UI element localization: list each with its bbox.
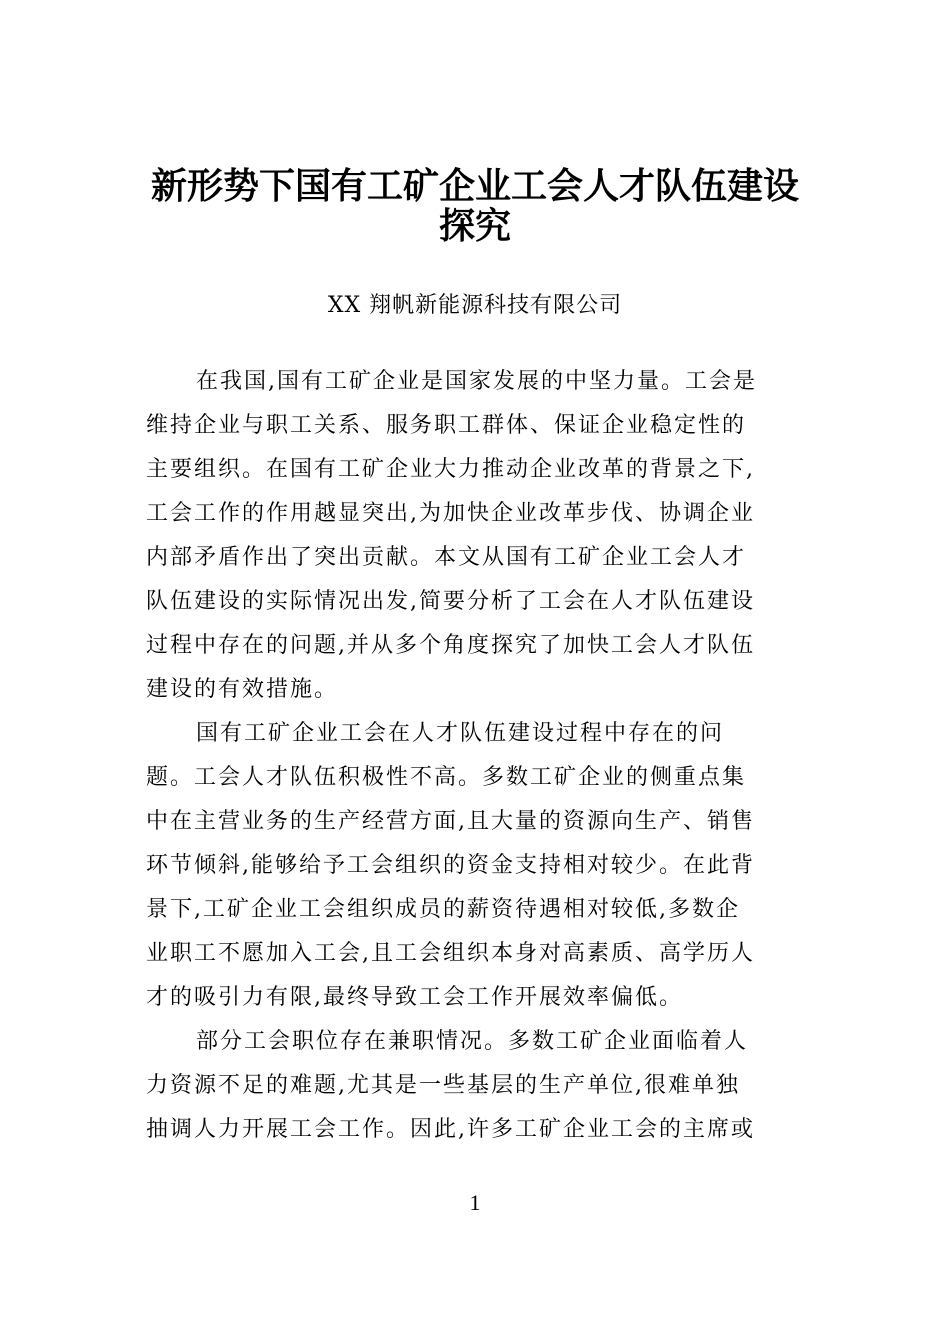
document-title-line-2: 探究	[438, 205, 511, 247]
paragraph-1-line: 队伍建设的实际情况出发,简要分析了工会在人才队伍建设	[146, 589, 755, 614]
paragraph-1-line: 主要组织。在国有工矿企业大力推动企业改革的背景之下,	[146, 457, 755, 482]
paragraph-3	[146, 1020, 806, 1152]
paragraph-1-line: 建设的有效措施。	[146, 677, 339, 702]
paragraph-3-line: 力资源不足的难题,尤其是一些基层的生产单位,很难单独	[146, 1073, 740, 1098]
paragraph-2-line: 业职工不愿加入工会,且工会组织本身对高素质、高学历人	[146, 941, 755, 966]
paragraph-2-line: 才的吸引力有限,最终导致工会工作开展效率偏低。	[146, 985, 683, 1010]
paragraph-1	[146, 360, 806, 712]
paragraph-3-line: 抽调人力开展工会工作。因此,许多工矿企业工会的主席或	[146, 1117, 755, 1142]
paragraph-2-line: 景下,工矿企业工会组织成员的薪资待遇相对较低,多数企	[146, 897, 740, 922]
paragraph-2-line: 国有工矿企业工会在人才队伍建设过程中存在的问	[196, 721, 725, 746]
paragraph-2	[146, 712, 806, 1020]
paragraph-3-line: 部分工会职位存在兼职情况。多数工矿企业面临着人	[196, 1029, 749, 1054]
document-author: XX 翔帆新能源科技有限公司	[327, 293, 623, 318]
paragraph-2-line: 题。工会人才队伍积极性不高。多数工矿企业的侧重点集	[146, 765, 747, 790]
paragraph-2-line: 中在主营业务的生产经营方面,且大量的资源向生产、销售	[146, 809, 755, 834]
paragraph-1-line: 过程中存在的问题,并从多个角度探究了加快工会人才队伍	[146, 633, 755, 658]
document-body	[146, 360, 806, 1152]
paragraph-2-line: 环节倾斜,能够给予工会组织的资金支持相对较少。在此背	[146, 853, 755, 878]
paragraph-1-line: 内部矛盾作出了突出贡献。本文从国有工矿企业工会人才	[146, 545, 747, 570]
document-title-line-1: 新形势下国有工矿企业工会人才队伍建设	[150, 165, 799, 207]
paragraph-1-line: 在我国,国有工矿企业是国家发展的中坚力量。工会是	[196, 369, 757, 394]
page-number: 1	[469, 1190, 481, 1215]
paragraph-1-line: 维持企业与职工关系、服务职工群体、保证企业稳定性的	[146, 413, 747, 438]
paragraph-1-line: 工会工作的作用越显突出,为加快企业改革步伐、协调企业	[146, 501, 755, 526]
